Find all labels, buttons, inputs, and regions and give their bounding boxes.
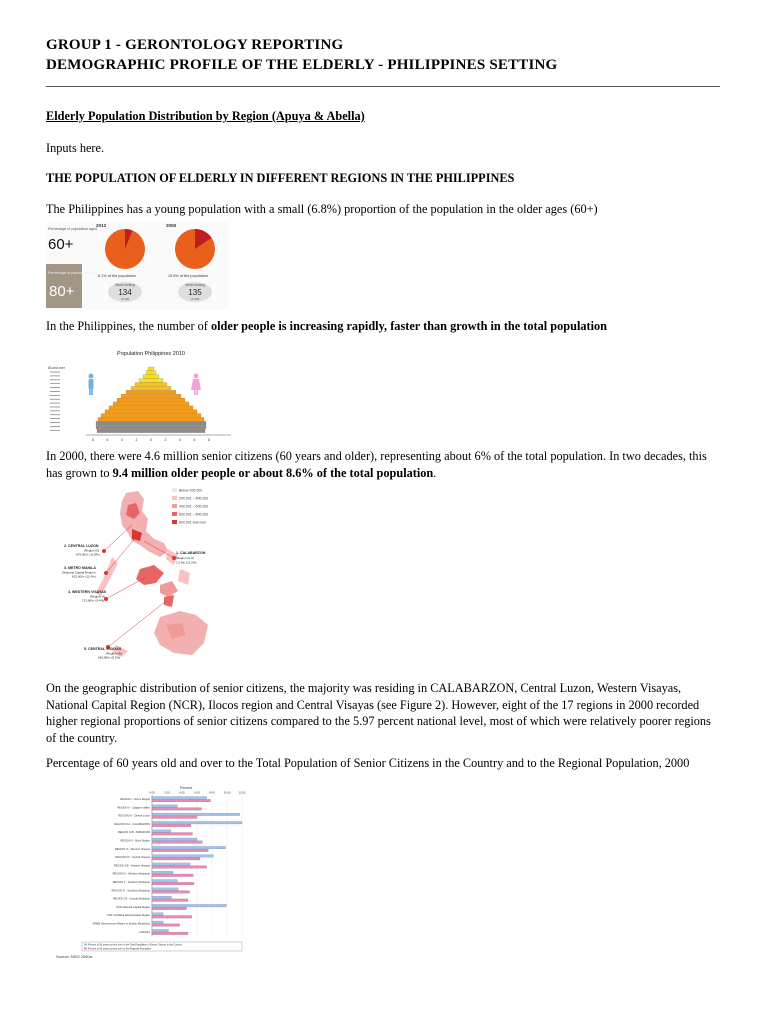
age-tick xyxy=(50,379,60,380)
region-sub-calabarzon: (Region IV-A) xyxy=(176,556,195,560)
pyramid-bar xyxy=(97,429,205,433)
chart-category-label: REGION VII - Central Visayas xyxy=(115,856,150,860)
caption-2012: 6.1% of the population xyxy=(98,274,136,278)
pyramid-bar xyxy=(148,367,154,371)
chart-x-tick: 10.00 xyxy=(223,790,231,795)
legend-swatch-1 xyxy=(84,944,87,946)
paragraph-1: The Philippines has a young population with a small (6.8%) proportion of the population in the older ages (60+) xyxy=(46,202,598,216)
chart-category-label: REGION IV-A - CALABARZON xyxy=(114,822,150,826)
paragraph-3-end: . xyxy=(433,465,437,480)
chart-bar xyxy=(152,874,193,877)
pyramid-bar xyxy=(105,410,197,414)
pyramid-bar xyxy=(101,414,201,418)
pyramid-title: Population Philippines 2010 xyxy=(117,351,185,357)
age-tick xyxy=(50,407,60,408)
age-tick xyxy=(50,422,60,423)
chart-category-label: NCR National Capital Region xyxy=(116,905,150,909)
paragraph-2 xyxy=(46,318,722,335)
chart-title: Percent xyxy=(180,786,192,790)
pyramid-x-tick: 2 xyxy=(135,438,138,442)
pyramid-x-tick: 4 xyxy=(121,438,123,442)
paragraph-2-bold: older people is increasing rapidly, faster than growth in the total population xyxy=(210,319,608,333)
year-2012: 2012 xyxy=(96,223,107,228)
rank-label-2: World ranking xyxy=(185,283,205,287)
pyramid-bar xyxy=(113,402,189,406)
age-tick xyxy=(50,430,60,431)
chart-bar xyxy=(152,907,187,910)
section-title: Elderly Population Distribution by Region (Apuya & Abella) xyxy=(46,109,365,123)
region-sub-metro-manila: (National Capital Region) xyxy=(62,570,96,575)
chart-x-tick: 6.00 xyxy=(194,790,200,795)
paragraph-2-normal: In the Philippines, the number of xyxy=(46,319,211,333)
pyramid-x-tick: 4 xyxy=(179,438,181,442)
pyramid-bar xyxy=(146,371,156,375)
figure-bar-chart xyxy=(46,785,252,961)
pyramid-x-tick: 8 xyxy=(208,438,210,442)
chart-bar xyxy=(152,924,180,927)
rank-value-1: 134 xyxy=(118,288,132,297)
age-tick xyxy=(50,414,60,415)
pyramid-x-tick: 6 xyxy=(106,438,109,442)
legend-5: 800,001 and over xyxy=(179,520,207,525)
chart-bar xyxy=(152,833,193,836)
pyramid-bar xyxy=(121,394,181,398)
legend-1: Below 200,000 xyxy=(179,488,203,493)
chart-bar xyxy=(152,799,211,802)
chart-category-label: REGION III - Central Luzon xyxy=(118,814,150,818)
pyramid-bar xyxy=(96,421,206,425)
pyramid-bar xyxy=(126,390,176,394)
legend-2: 200,001 – 400,000 xyxy=(179,496,209,501)
region-val-central-luzon: 679,000+ (11.8%) xyxy=(76,552,100,557)
chart-category-label: CAR Cordillera Administrative Region xyxy=(106,914,150,918)
region-label-calabarzon: 1. CALABARZON xyxy=(176,551,206,555)
paragraph-5: Percentage of 60 years old and over to the Total Population of Senior Citizens in the Country and to the Regional Population, 2000 xyxy=(46,756,690,770)
age-tick xyxy=(50,387,60,388)
label-percentage-80: Percentage of population aged xyxy=(48,271,97,275)
region-sub-western-visayas: (Region VI) xyxy=(90,594,106,599)
legend-4: 600,001 – 800,000 xyxy=(179,512,209,517)
pyramid-bar xyxy=(139,379,163,383)
chart-bar xyxy=(152,857,200,860)
chart-category-label: REGION IV-B - MIMAROPA xyxy=(117,831,150,835)
subheading: THE POPULATION OF ELDERLY IN DIFFERENT REGIONS IN THE PHILIPPINES xyxy=(46,171,515,185)
legend-swatch-2 xyxy=(84,948,87,950)
figure-elderly-percentage xyxy=(46,222,228,310)
chart-x-tick: 12.00 xyxy=(238,790,246,795)
chart-bar xyxy=(152,838,197,841)
age-tick xyxy=(50,372,60,373)
chart-bar xyxy=(152,813,240,816)
age-tick xyxy=(50,403,60,404)
chart-bar xyxy=(152,880,178,883)
chart-bar xyxy=(152,855,214,858)
chart-bar xyxy=(152,899,188,902)
caption-2050: 15.5% of the population xyxy=(168,274,208,278)
chart-bar xyxy=(152,816,197,819)
rank-label-1: World ranking xyxy=(115,283,135,287)
age-tick xyxy=(50,411,60,412)
paragraph-4: On the geographic distribution of senior citizens, the majority was residing in CALABARZON, Central Luzon, Western Visayas, National Capital Region (NCR), Ilocos region and Central Visayas (see Figure 2). However, eight of the 17 regions in 2000 recorded higher regional proportions of senior citizens compared to the 5.97 percent national level, most of which were relatively poorer regions of the country. xyxy=(46,681,711,745)
pyramid-bar xyxy=(117,398,185,402)
rank-value-2: 135 xyxy=(188,288,202,297)
chart-bar xyxy=(152,797,207,800)
chart-bar xyxy=(152,932,188,935)
label-60-plus: 60+ xyxy=(48,236,74,253)
pyramid-bar xyxy=(109,406,193,410)
year-2050: 2050 xyxy=(166,223,177,228)
chart-bar xyxy=(152,863,190,866)
chart-bar xyxy=(152,805,178,808)
header-divider xyxy=(46,86,720,87)
chart-bar xyxy=(152,882,194,885)
rank-of-2: of 195 xyxy=(190,297,200,301)
region-label-central-luzon: 2. CENTRAL LUZON xyxy=(64,544,99,548)
region-sub-central-visayas: (Region VII) xyxy=(106,651,123,656)
age-tick xyxy=(50,376,60,377)
paragraph-3-normal: In 2000, there were 4.6 million senior citizens (60 years and older), representing about 6% of the total population. In two decades, this has grown to xyxy=(46,449,707,480)
chart-category-label: REGION VIII - Eastern Visayas xyxy=(114,864,150,868)
region-val-western-visayas: 713,000+ (9.4%) xyxy=(82,598,105,603)
chart-x-tick: 0.00 xyxy=(149,790,155,795)
region-sub-central-luzon: (Region III) xyxy=(84,548,99,553)
pyramid-x-tick: 2 xyxy=(164,438,167,442)
chart-bar xyxy=(152,916,192,919)
chart-bar xyxy=(152,929,169,932)
chart-source: Source: NSO 2000a xyxy=(56,954,92,959)
chart-bar xyxy=(152,846,226,849)
age-tick xyxy=(50,399,60,400)
figure-population-pyramid xyxy=(46,345,236,445)
chart-bar xyxy=(152,824,191,827)
chart-category-label: REGION V - Bicol Region xyxy=(120,839,150,843)
pyramid-x-tick: 6 xyxy=(193,438,196,442)
chart-bar xyxy=(152,830,171,833)
chart-x-tick: 4.00 xyxy=(179,790,185,795)
figure-map-philippines xyxy=(56,485,256,670)
region-val-metro-manila: 615,000+ (11.0%) xyxy=(72,574,96,579)
pyramid-x-tick: 8 xyxy=(92,438,94,442)
chart-x-tick: 2.00 xyxy=(164,790,170,795)
age-tick xyxy=(50,426,60,427)
pyramid-bar xyxy=(98,417,204,421)
paragraph-3-bold: 9.4 million older people or about 8.6% of the total population xyxy=(112,465,434,480)
chart-category-label: REGION X - Northern Mindanao xyxy=(112,881,150,884)
header-line-2: DEMOGRAPHIC PROFILE OF THE ELDERLY - PHILIPPINES SETTING xyxy=(46,57,558,73)
chart-bar xyxy=(152,896,172,899)
legend-3: 400,001 – 600,000 xyxy=(179,504,209,509)
region-label-central-visayas: 5. CENTRAL VISAYAS xyxy=(84,647,122,651)
region-label-western-visayas: 4. WESTERN VISAYAS xyxy=(68,590,107,594)
label-percentage-60: Percentage of population aged xyxy=(48,227,97,231)
chart-category-label: REGION IX - Western Mindanao xyxy=(112,872,150,876)
pyramid-bar xyxy=(135,383,167,387)
pyramid-bar xyxy=(131,386,171,390)
region-label-metro-manila: 3. METRO MANILA xyxy=(64,566,96,570)
label-80-plus: 80+ xyxy=(49,283,75,300)
chart-bar xyxy=(152,866,207,869)
chart-category-label: REGION XI - Southern Mindanao xyxy=(111,889,150,893)
chart-bar xyxy=(152,888,178,891)
chart-bar xyxy=(152,849,208,852)
chart-category-label: ARMM (Autonomous Region in Muslim Mindanao) xyxy=(92,922,150,926)
chart-bar xyxy=(152,821,242,824)
chart-category-label: REGION II - Cagayan Valley xyxy=(117,806,150,810)
header-line-1: GROUP 1 - GERONTOLOGY REPORTING xyxy=(46,37,344,53)
chart-legend-2: Percent of 60 years old and over in the Regional Population xyxy=(88,947,152,951)
chart-bar xyxy=(152,913,163,916)
chart-bar xyxy=(152,904,226,907)
inputs-text: Inputs here. xyxy=(46,141,105,155)
chart-category-label: CARAGA xyxy=(139,930,150,934)
paragraph-3 xyxy=(46,448,722,481)
age-tick xyxy=(50,391,60,392)
chart-legend-1: Percent of 60 years old and over to the Total Population of Senior Citizens in the Country xyxy=(88,943,182,947)
chart-bar xyxy=(152,808,202,811)
chart-category-label: REGION I - Ilocos Region xyxy=(120,798,150,801)
pyramid-bar xyxy=(96,425,206,429)
pyramid-bar xyxy=(143,375,159,379)
pyramid-age-top: 80 and over xyxy=(48,366,65,370)
age-tick xyxy=(50,395,60,396)
chart-category-label: REGION XII - Central Mindanao xyxy=(113,897,150,901)
region-val-central-visayas: 546,000+ (8.2%) xyxy=(98,655,121,660)
age-tick xyxy=(50,418,60,419)
chart-bar xyxy=(152,921,163,924)
pyramid-x-tick: 0 xyxy=(150,438,152,442)
rank-of-1: of 195 xyxy=(120,297,130,301)
chart-bar xyxy=(152,871,173,874)
region-val-calabarzon: 1.0 Mn (13.2%) xyxy=(176,560,197,565)
chart-category-label: REGION VI - Western Visayas xyxy=(114,847,150,851)
chart-bar xyxy=(152,891,190,894)
chart-bar xyxy=(152,841,202,844)
age-tick xyxy=(50,383,60,384)
chart-x-tick: 8.00 xyxy=(209,790,215,795)
